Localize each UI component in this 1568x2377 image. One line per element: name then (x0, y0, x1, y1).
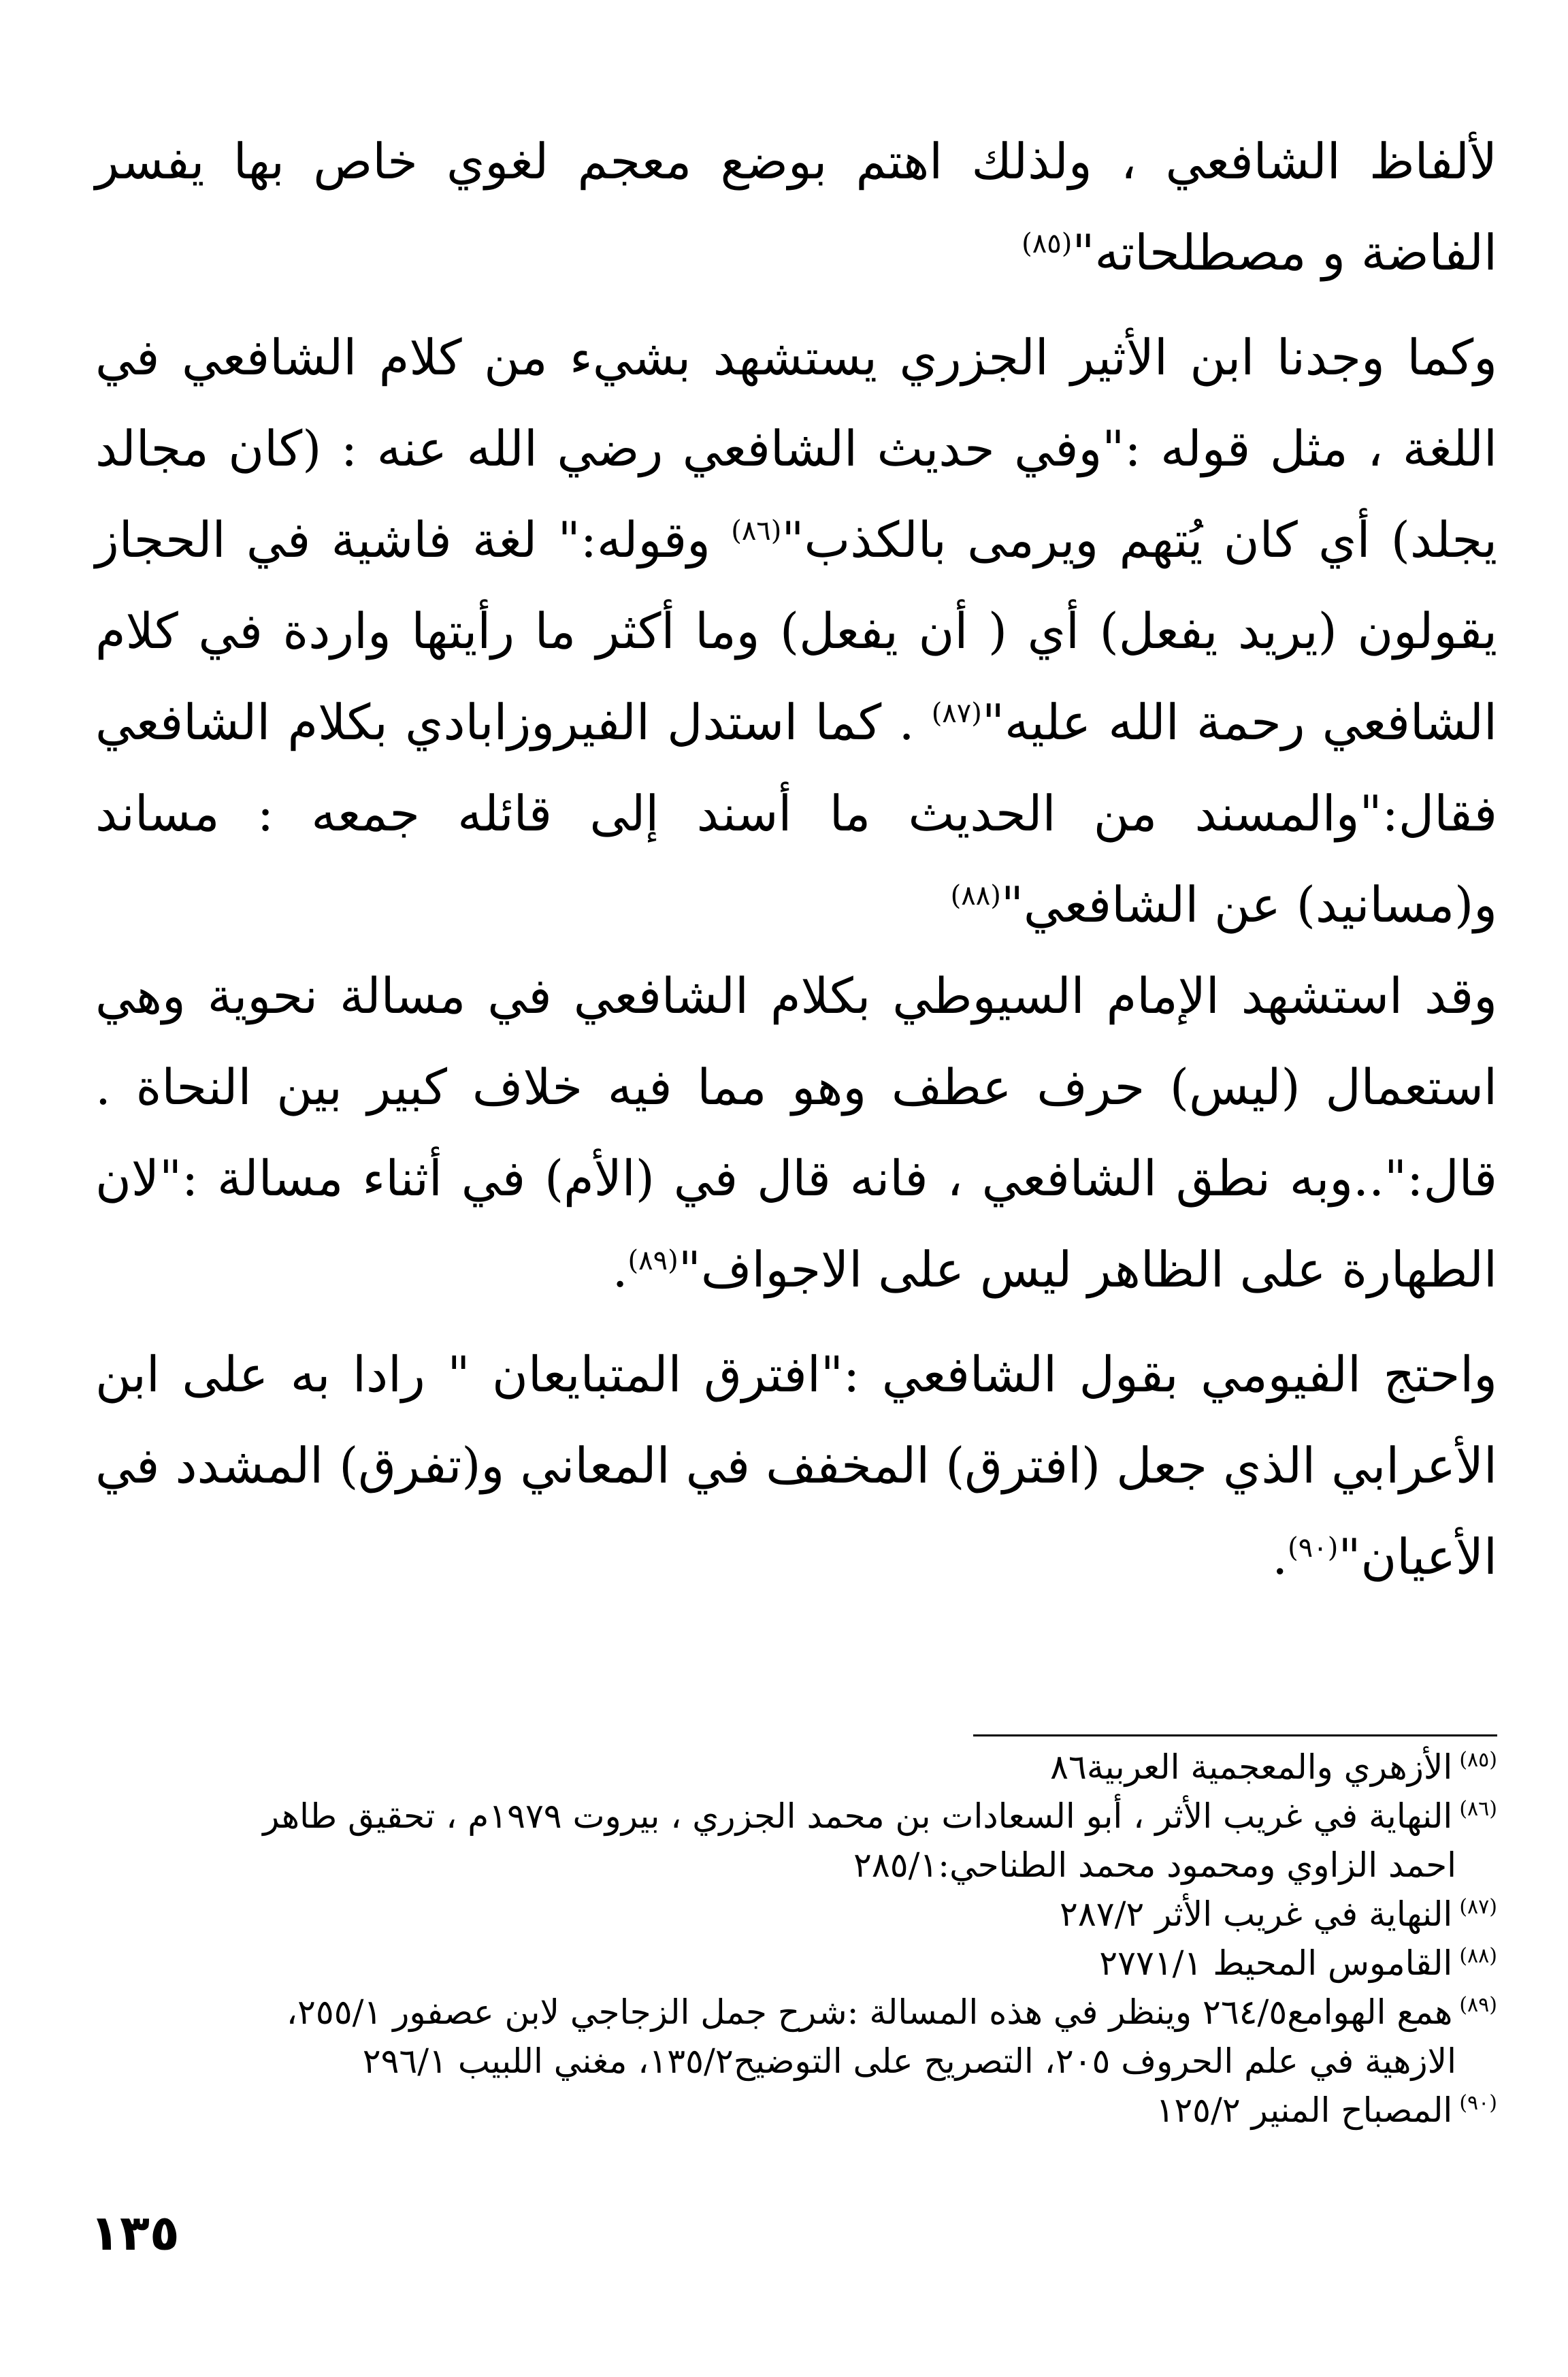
footnote-number: (٨٨) (1459, 1944, 1497, 1969)
page-number: ١٣٥ (90, 2204, 180, 2261)
footnote-number: (٩٠) (1459, 2091, 1497, 2116)
footnote-reference: (٨٧) (931, 698, 982, 729)
footnote-86-continued (170, 1841, 1497, 1890)
footnote-number: (٨٧) (1459, 1895, 1497, 1920)
footnote-text: المصباح المنير ١٢٥/٢ (1156, 2090, 1453, 2130)
paragraph-2 (95, 312, 1497, 950)
footnote-reference: (٨٨) (950, 880, 1001, 911)
footnote-reference: (٨٦) (731, 515, 782, 547)
footnote-86 (170, 1792, 1497, 1841)
paragraph-end: . (1272, 1528, 1288, 1585)
footnote-text: النهاية في غريب الأثر ٢٨٧/٢ (1060, 1894, 1453, 1934)
paragraph-text: لألفاظ الشافعي ، ولذلك اهتم بوضع معجم لغوي خاص بها يفسر الفاضة و مصطلحاته" (95, 133, 1497, 281)
footnote-reference: (٨٥) (1022, 228, 1073, 259)
footnote-89 (170, 1988, 1497, 2037)
paragraph-4 (95, 1329, 1497, 1602)
footnote-text: النهاية في غريب الأثر ، أبو السعادات بن محمد الجزري ، بيروت ١٩٧٩م ، تحقيق طاهر (263, 1796, 1453, 1836)
footnote-divider (973, 1734, 1497, 1736)
footnote-text: همع الهوامع٢٦٤/٥ وينظر في هذه المسالة :شرح جمل الزجاجي لابن عصفور ٢٥٥/١، (286, 1992, 1453, 2032)
footnote-text: القاموس المحيط ٢٧٧١/١ (1099, 1943, 1453, 1983)
paragraph-text: واحتج الفيومي بقول الشافعي :"افترق المتبايعان " رادا به على ابن الأعرابي الذي جعل (افترق) المخفف في المعاني و(تفرق) المشدد في الأعيان" (95, 1346, 1497, 1585)
paragraph-end: . (612, 1241, 628, 1298)
paragraph-1 (95, 116, 1497, 298)
footnote-number: (٨٦) (1459, 1797, 1497, 1822)
paragraph-3 (95, 950, 1497, 1315)
footnote-number: (٨٩) (1459, 1993, 1497, 2018)
footnotes (170, 1743, 1497, 2135)
footnote-text: الأزهري والمعجمية العربية٨٦ (1050, 1747, 1453, 1787)
footnote-reference: (٩٠) (1288, 1532, 1339, 1564)
footnote-89-continued (170, 2037, 1497, 2086)
paragraph-text: كما استدل الفيروزابادي بكلام الشافعي فقال:"والمسند من الحديث ما أسند إلى قائله جمعه : مساند و(مسانيد) عن الشافعي" (95, 694, 1497, 933)
footnote-88 (170, 1939, 1497, 1988)
footnote-text: احمد الزاوي ومحمود محمد الطناحي:٢٨٥/١ (853, 1845, 1456, 1885)
paragraph-text: وقد استشهد الإمام السيوطي بكلام الشافعي في مسالة نحوية وهي استعمال (ليس) حرف عطف وهو مما فيه خلاف كبير بين النحاة . قال:"..وبه نطق الشافعي ، فانه قال في (الأم) في أثناء مسالة :"لان الطهارة على الظاهر ليس على الاجواف" (95, 967, 1497, 1298)
footnote-87 (170, 1890, 1497, 1939)
footnote-reference: (٨٩) (627, 1245, 679, 1276)
footnote-number: (٨٥) (1459, 1748, 1497, 1773)
footnote-text: الازهية في علم الحروف ٢٠٥، التصريح على التوضيح١٣٥/٢، مغني اللبيب ٢٩٦/١ (362, 2041, 1456, 2081)
paragraph-text: وقوله:" لغة فاشية في الحجاز يقولون (يريد يفعل) أي ( أن يفعل) وما أكثر ما رأيتها واردة في كلام الشافعي رحمة الله عليه" (95, 511, 1497, 751)
footnote-90 (170, 2086, 1497, 2135)
paragraph-text: . (898, 694, 932, 751)
main-text (95, 116, 1497, 1602)
footnote-85 (170, 1743, 1497, 1792)
paragraph-text: وكما وجدنا ابن الأثير الجزري يستشهد بشيء من كلام الشافعي في اللغة ، مثل قوله :"وفي حديث الشافعي رضي الله عنه : (كان مجالد يجلد) أي كان يُتهم ويرمى بالكذب" (95, 329, 1498, 568)
